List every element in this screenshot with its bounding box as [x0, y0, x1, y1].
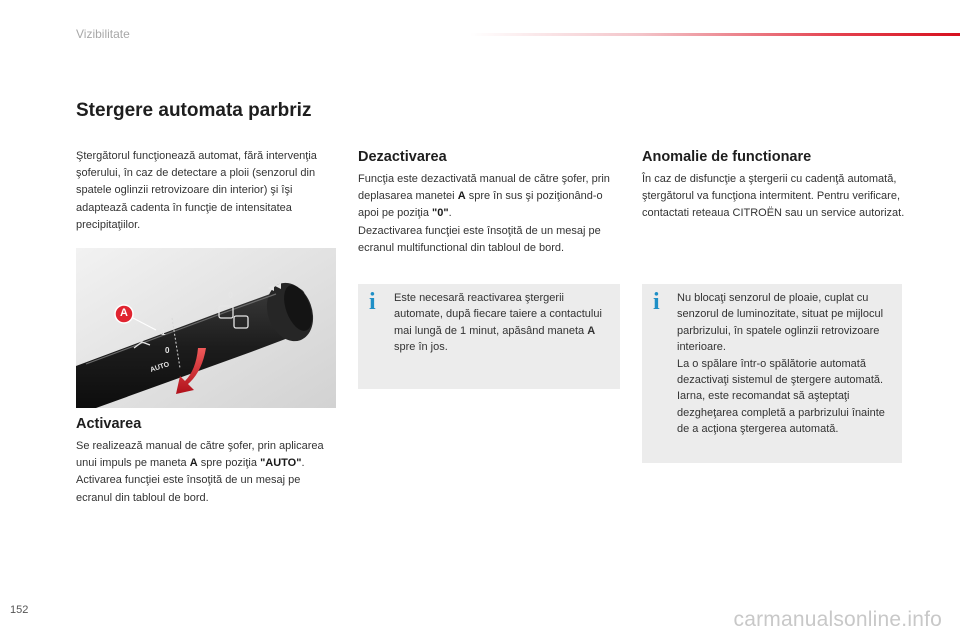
position-label-1: 1 [161, 328, 166, 337]
info-reactivation-lever-label: A [587, 324, 596, 337]
activation-text-end: . [301, 457, 305, 470]
wiper-stalk-drawing [76, 248, 336, 408]
wiper-stalk-illustration [76, 248, 336, 408]
page-title: Stergere automata parbriz [76, 100, 312, 121]
deactivation-text-mid: spre în sus şi poziţionând-o apoi pe poziţia [358, 190, 603, 220]
section-header: Vizibilitate [76, 27, 130, 41]
info-icon: i [369, 289, 376, 315]
deactivation-text-end: . [448, 207, 452, 220]
page-number: 152 [10, 604, 29, 616]
stalk-symbol-off: 0 [228, 290, 234, 300]
info-reactivation-text-start: Este necesară reactivarea ştergerii automate, după fiecare taiere a contactului mai lungă de 1 minut, apăsând maneta [394, 292, 602, 337]
position-label-auto: AUTO [149, 361, 171, 374]
deactivation-paragraph [358, 171, 620, 257]
anomaly-paragraph: În caz de disfuncţie a ştergerii cu cadenţă automată, ştergătorul va funcţiona intermitent. Pentru verificare, contactati reteaua CITROËN sau un service autorizat. [642, 173, 905, 220]
deactivation-position-label: "0" [432, 207, 449, 220]
info-sensor-text-2: La o spălare într-o spălătorie automată dezactivaţi sistemul de ştergere automată. [677, 357, 884, 387]
position-label-2: 2 [158, 314, 163, 323]
info-sensor-text-3: Iarna, este recomandat să aşteptaţi dezgheţarea completă a parbrizului înainte de a acţiona ştergerea automată. [677, 390, 885, 436]
activation-position-label: "AUTO" [260, 457, 302, 470]
activation-text-mid: spre poziţia [197, 457, 261, 470]
info-box-reactivation [358, 284, 620, 389]
deactivation-message-text: Dezactivarea funcţiei este însoţită de un mesaj pe ecranul multifunctional din tabloul de bord. [358, 224, 601, 254]
info-sensor-text [677, 290, 899, 438]
callout-label-a: A [120, 307, 128, 319]
intro-paragraph: Ştergătorul funcţionează automat, fără intervenţia şoferului, în caz de detectare a ploii (senzorul din spatele oglinzii retrovizoare din interior) şi îşi adaptează cadenta în funcţie de intensitatea precipitaţiilor. [76, 150, 317, 231]
activation-lever-label: A [189, 457, 198, 470]
deactivation-text: Funcţia este dezactivată manual de către şofer, prin deplasarea manetei [358, 173, 610, 203]
anomaly-title: Anomalie de functionare [642, 149, 812, 165]
activation-paragraph [76, 438, 334, 507]
info-reactivation-text [394, 290, 604, 356]
activation-message-text: Activarea funcţiei este însoţită de un mesaj pe ecranul din tabloul de bord. [76, 474, 301, 504]
position-label-0: 0 [165, 346, 170, 355]
activation-text: Se realizează manual de către şofer, prin aplicarea unui impuls pe maneta [76, 440, 324, 470]
info-box-sensor [642, 284, 902, 463]
info-sensor-text-1: Nu blocaţi senzorul de ploaie, cuplat cu senzorul de luminozitate, situat pe mijlocul parbrizului, în spatele oglinzii retrovizoare interioare. [677, 292, 884, 354]
header-rule [470, 33, 960, 36]
deactivation-lever-label: A [457, 190, 466, 203]
watermark: carmanualsonline.info [733, 608, 942, 631]
info-icon: i [653, 289, 660, 315]
activation-title: Activarea [76, 416, 142, 432]
deactivation-title: Dezactivarea [358, 149, 447, 165]
info-reactivation-text-end: spre în jos. [394, 341, 448, 354]
